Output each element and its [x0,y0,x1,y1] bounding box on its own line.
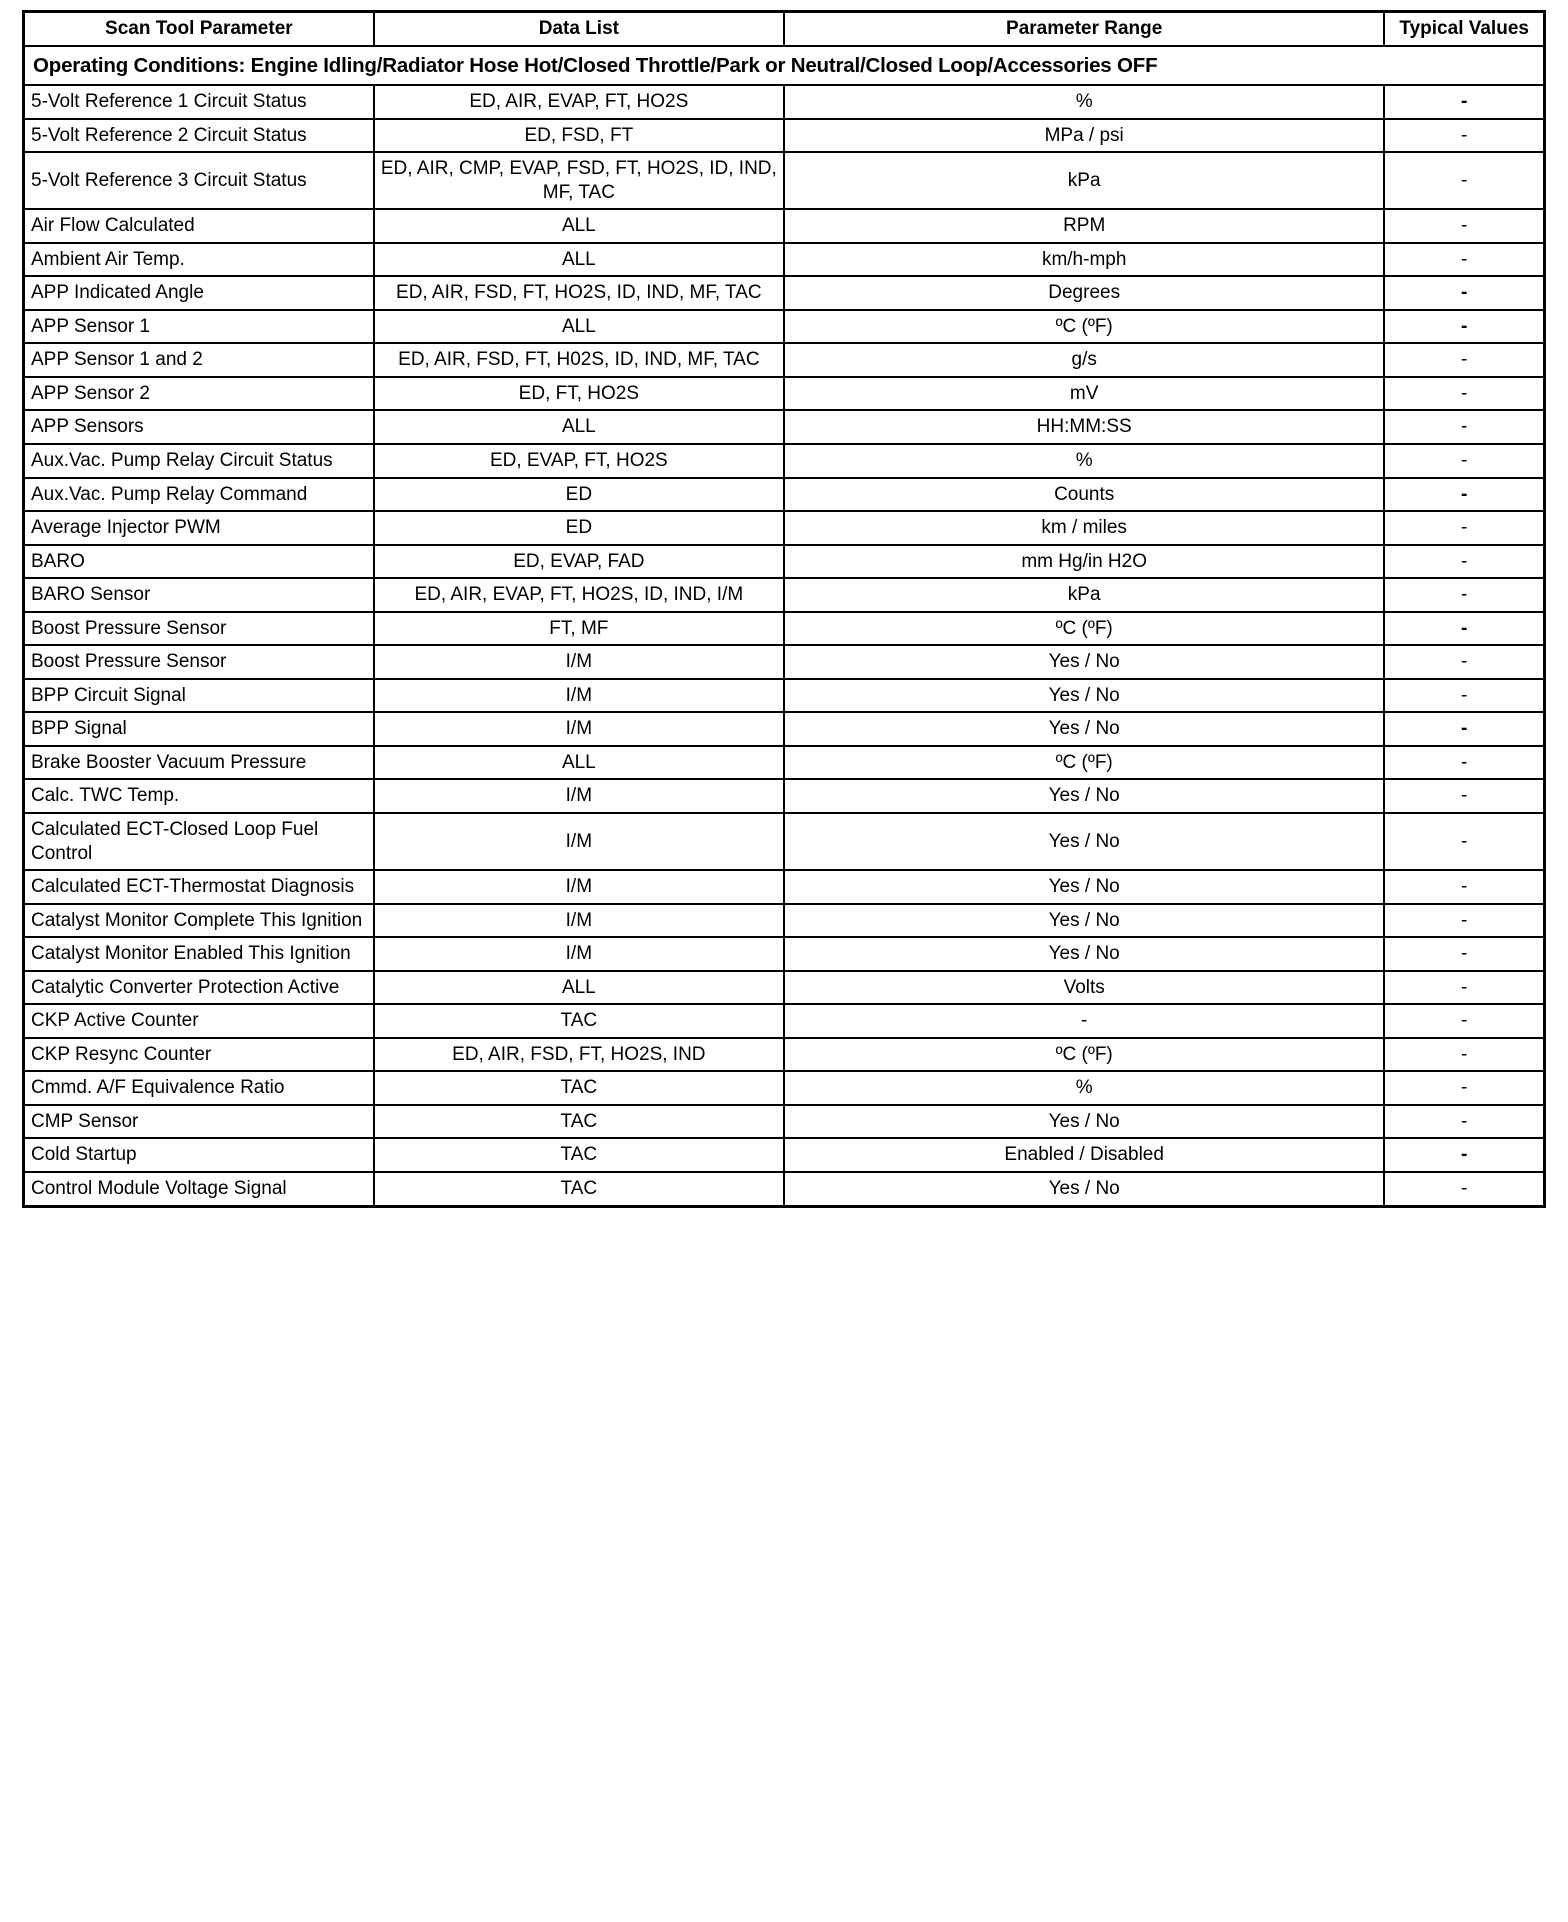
cell-data-list: ED [374,478,784,512]
cell-data-list: ED, AIR, EVAP, FT, HO2S, ID, IND, I/M [374,578,784,612]
cell-data-list: ED, AIR, CMP, EVAP, FSD, FT, HO2S, ID, IND, MF, TAC [374,152,784,209]
cell-parameter: Cmmd. A/F Equivalence Ratio [24,1071,374,1105]
cell-data-list: I/M [374,712,784,746]
cell-typical-value: - [1384,1038,1544,1072]
cell-parameter-range: ºC (ºF) [784,612,1384,646]
cell-data-list: I/M [374,679,784,713]
cell-parameter-range: HH:MM:SS [784,410,1384,444]
cell-typical-value: - [1384,410,1544,444]
table-row [24,971,1545,1005]
cell-typical-value: - [1384,444,1544,478]
cell-data-list: ALL [374,209,784,243]
table-row [24,1172,1545,1206]
cell-parameter: APP Sensor 1 and 2 [24,343,374,377]
cell-data-list: TAC [374,1071,784,1105]
cell-parameter: CMP Sensor [24,1105,374,1139]
cell-parameter: Aux.Vac. Pump Relay Circuit Status [24,444,374,478]
table-row [24,712,1545,746]
cell-parameter-range: MPa / psi [784,119,1384,153]
cell-data-list: ED, AIR, EVAP, FT, HO2S [374,85,784,119]
table-row [24,343,1545,377]
table-row [24,578,1545,612]
cell-data-list: I/M [374,870,784,904]
cell-parameter-range: % [784,444,1384,478]
table-row [24,1071,1545,1105]
operating-conditions-row [24,46,1545,85]
cell-typical-value: - [1384,511,1544,545]
cell-parameter: Calculated ECT-Thermostat Diagnosis [24,870,374,904]
cell-parameter-range: Yes / No [784,712,1384,746]
cell-parameter-range: mm Hg/in H2O [784,545,1384,579]
cell-parameter-range: Yes / No [784,813,1384,870]
cell-parameter-range: Yes / No [784,779,1384,813]
cell-parameter-range: Yes / No [784,1105,1384,1139]
cell-data-list: ALL [374,310,784,344]
cell-typical-value: - [1384,310,1544,344]
cell-typical-value: - [1384,1105,1544,1139]
cell-parameter: Average Injector PWM [24,511,374,545]
cell-parameter: Aux.Vac. Pump Relay Command [24,478,374,512]
cell-parameter-range: Yes / No [784,937,1384,971]
table-row [24,813,1545,870]
cell-typical-value: - [1384,545,1544,579]
cell-parameter: 5-Volt Reference 3 Circuit Status [24,152,374,209]
table-row [24,410,1545,444]
cell-data-list: ED, FT, HO2S [374,377,784,411]
cell-data-list: TAC [374,1138,784,1172]
cell-parameter: Air Flow Calculated [24,209,374,243]
cell-parameter: BARO [24,545,374,579]
scan-tool-parameter-table [22,10,1546,1208]
cell-data-list: ALL [374,243,784,277]
table-header [24,12,1545,46]
cell-typical-value: - [1384,712,1544,746]
cell-parameter: Catalyst Monitor Complete This Ignition [24,904,374,938]
cell-typical-value: - [1384,679,1544,713]
cell-typical-value: - [1384,904,1544,938]
cell-data-list: I/M [374,813,784,870]
cell-typical-value: - [1384,119,1544,153]
table-row [24,1004,1545,1038]
table-row [24,310,1545,344]
cell-parameter-range: Yes / No [784,1172,1384,1206]
cell-parameter-range: Yes / No [784,870,1384,904]
table-row [24,904,1545,938]
cell-parameter: APP Sensors [24,410,374,444]
cell-parameter: 5-Volt Reference 1 Circuit Status [24,85,374,119]
table-row [24,1038,1545,1072]
cell-typical-value: - [1384,1138,1544,1172]
cell-data-list: ALL [374,746,784,780]
cell-data-list: I/M [374,937,784,971]
cell-data-list: ED, EVAP, FT, HO2S [374,444,784,478]
table-row [24,545,1545,579]
cell-parameter: BPP Signal [24,712,374,746]
cell-parameter-range: Degrees [784,276,1384,310]
cell-parameter-range: % [784,1071,1384,1105]
cell-parameter: CKP Resync Counter [24,1038,374,1072]
cell-data-list: I/M [374,904,784,938]
table-row [24,276,1545,310]
cell-parameter-range: g/s [784,343,1384,377]
cell-parameter: Calc. TWC Temp. [24,779,374,813]
table-row [24,85,1545,119]
cell-typical-value: - [1384,937,1544,971]
cell-typical-value: - [1384,971,1544,1005]
cell-typical-value: - [1384,85,1544,119]
cell-typical-value: - [1384,377,1544,411]
cell-parameter-range: RPM [784,209,1384,243]
column-header-data-list: Data List [374,12,784,46]
cell-data-list: TAC [374,1172,784,1206]
table-row [24,746,1545,780]
cell-parameter: Ambient Air Temp. [24,243,374,277]
cell-parameter: APP Sensor 2 [24,377,374,411]
table-row [24,377,1545,411]
cell-typical-value: - [1384,276,1544,310]
cell-typical-value: - [1384,813,1544,870]
table-row [24,779,1545,813]
cell-data-list: I/M [374,645,784,679]
cell-parameter-range: mV [784,377,1384,411]
cell-parameter: 5-Volt Reference 2 Circuit Status [24,119,374,153]
cell-parameter-range: Yes / No [784,679,1384,713]
table-header-row [24,12,1545,46]
cell-typical-value: - [1384,1172,1544,1206]
cell-data-list: I/M [374,779,784,813]
cell-parameter-range: Yes / No [784,645,1384,679]
cell-parameter-range: kPa [784,152,1384,209]
cell-parameter: CKP Active Counter [24,1004,374,1038]
table-row [24,119,1545,153]
operating-conditions-text: Operating Conditions: Engine Idling/Radiator Hose Hot/Closed Throttle/Park or Neutral/Closed Loop/Accessories OFF [24,46,1545,85]
cell-parameter: BPP Circuit Signal [24,679,374,713]
cell-parameter-range: ºC (ºF) [784,746,1384,780]
table-row [24,1105,1545,1139]
cell-typical-value: - [1384,478,1544,512]
cell-typical-value: - [1384,578,1544,612]
table-row [24,937,1545,971]
table-body [24,46,1545,1207]
cell-data-list: ED, AIR, FSD, FT, H02S, ID, IND, MF, TAC [374,343,784,377]
table-row [24,679,1545,713]
cell-typical-value: - [1384,645,1544,679]
cell-typical-value: - [1384,870,1544,904]
cell-data-list: FT, MF [374,612,784,646]
cell-data-list: TAC [374,1105,784,1139]
cell-parameter-range: Enabled / Disabled [784,1138,1384,1172]
table-row [24,243,1545,277]
column-header-typical-values: Typical Values [1384,12,1544,46]
cell-typical-value: - [1384,343,1544,377]
cell-data-list: ED [374,511,784,545]
cell-parameter: BARO Sensor [24,578,374,612]
column-header-parameter-range: Parameter Range [784,12,1384,46]
table-row [24,870,1545,904]
cell-parameter-range: ºC (ºF) [784,1038,1384,1072]
cell-typical-value: - [1384,209,1544,243]
cell-parameter-range: kPa [784,578,1384,612]
cell-parameter: Boost Pressure Sensor [24,645,374,679]
cell-parameter-range: % [784,85,1384,119]
cell-data-list: ED, AIR, FSD, FT, HO2S, ID, IND, MF, TAC [374,276,784,310]
cell-parameter-range: - [784,1004,1384,1038]
cell-parameter-range: km/h-mph [784,243,1384,277]
cell-parameter: Catalyst Monitor Enabled This Ignition [24,937,374,971]
cell-parameter: APP Indicated Angle [24,276,374,310]
cell-parameter: Control Module Voltage Signal [24,1172,374,1206]
table-row [24,1138,1545,1172]
column-header-scan-tool-parameter: Scan Tool Parameter [24,12,374,46]
cell-parameter-range: ºC (ºF) [784,310,1384,344]
cell-parameter-range: km / miles [784,511,1384,545]
cell-data-list: ED, FSD, FT [374,119,784,153]
table-row [24,152,1545,209]
table-row [24,444,1545,478]
cell-parameter: APP Sensor 1 [24,310,374,344]
cell-typical-value: - [1384,243,1544,277]
cell-typical-value: - [1384,612,1544,646]
cell-parameter: Brake Booster Vacuum Pressure [24,746,374,780]
cell-parameter: Boost Pressure Sensor [24,612,374,646]
cell-data-list: TAC [374,1004,784,1038]
cell-typical-value: - [1384,746,1544,780]
cell-typical-value: - [1384,779,1544,813]
cell-parameter: Calculated ECT-Closed Loop Fuel Control [24,813,374,870]
table-row [24,209,1545,243]
table-row [24,511,1545,545]
table-row [24,645,1545,679]
table-row [24,612,1545,646]
cell-parameter: Cold Startup [24,1138,374,1172]
cell-data-list: ALL [374,971,784,1005]
cell-parameter-range: Counts [784,478,1384,512]
cell-data-list: ED, AIR, FSD, FT, HO2S, IND [374,1038,784,1072]
cell-parameter: Catalytic Converter Protection Active [24,971,374,1005]
cell-typical-value: - [1384,1004,1544,1038]
cell-typical-value: - [1384,152,1544,209]
table-row [24,478,1545,512]
cell-parameter-range: Yes / No [784,904,1384,938]
cell-parameter-range: Volts [784,971,1384,1005]
cell-data-list: ALL [374,410,784,444]
cell-typical-value: - [1384,1071,1544,1105]
cell-data-list: ED, EVAP, FAD [374,545,784,579]
